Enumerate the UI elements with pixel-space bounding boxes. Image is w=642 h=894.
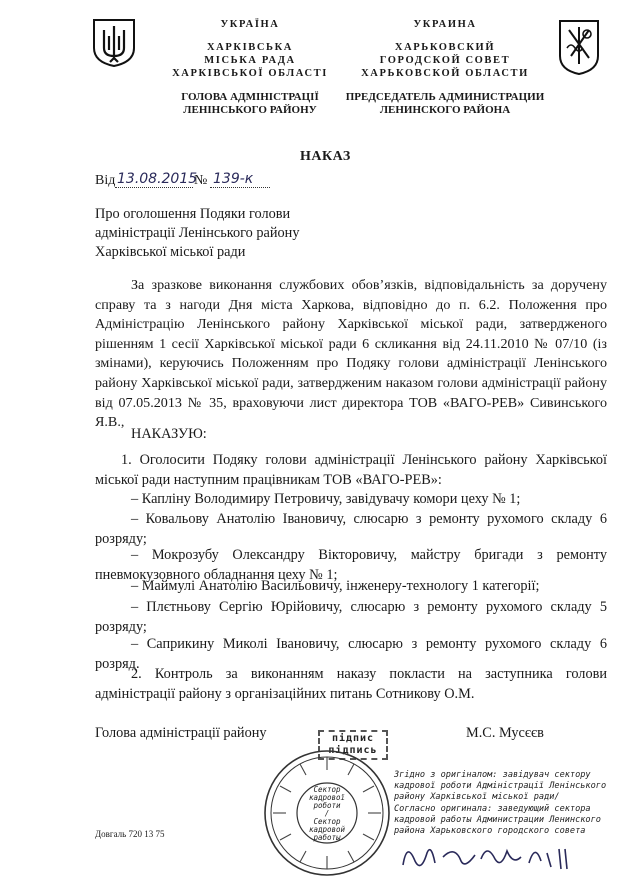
- ua-council-line2: МІСЬКА РАДА: [204, 55, 296, 66]
- footer-reference: Довгаль 720 13 75: [95, 829, 165, 839]
- number-prefix: №: [194, 173, 208, 188]
- ukraine-trident-emblem: [90, 18, 138, 68]
- recipient-item: – Плєтньову Сергію Юрійовичу, слюсарю з ремонту рухомого складу 5 розряду;: [95, 599, 607, 635]
- subject-line-2: адміністрації Ленінського району: [95, 225, 300, 241]
- recipient-item: – Капліну Володимиру Петровичу, завідувачу комори цеху № 1;: [131, 491, 521, 507]
- preamble: За зразкове виконання службових обов’язків, відповідальність за доручену справу та з нагоди Дня міста Харкова, відповідно до п. 6.2. Положення про Адміністрацію Ленінського району Харківської міської ради, затвердженого рішенням 1 сесії Харківської міської ради 6 скликання від 24.11.2010 № 07/10 (із змінами), керуючись Положенням про Подяку голови адміністрації Ленінського району Харківської міської ради, затвердженим наказом голови адміністрації району від 07.05.2013 № 35, враховуючи лист директора ТОВ «ВАГО-РЕВ» Сивинського Я.В.,: [95, 277, 607, 431]
- ru-council-line2: ГОРОДСКОЙ СОВЕТ: [379, 55, 511, 66]
- date-prefix: Від: [95, 173, 116, 188]
- ru-country: УКРАИНА: [413, 19, 477, 30]
- ru-admin-line2: ЛЕНИНСКОГО РАЙОНА: [379, 104, 511, 116]
- seal-center-line: /: [324, 809, 330, 818]
- ua-admin-line1: ГОЛОВА АДМІНІСТРАЦІЇ: [181, 91, 319, 103]
- number-value: 139-к: [213, 171, 254, 187]
- copy-certification-note: [394, 770, 624, 837]
- signature-title: Голова адміністрації району: [95, 725, 267, 741]
- ua-council-line3: ХАРКІВСЬКОЇ ОБЛАСТІ: [172, 68, 328, 79]
- handwritten-signature: [395, 835, 595, 877]
- stamp-box-line2: підпись: [328, 745, 378, 756]
- recipient-item: – Ковальову Анатолію Івановичу, слюсарю з ремонту рухомого складу 6 розряду;: [95, 511, 607, 547]
- seal-center-line: кадровой: [308, 825, 346, 834]
- seal-center-line: роботи: [313, 801, 341, 810]
- seal-center-text: [302, 786, 352, 842]
- ua-country: УКРАЇНА: [220, 19, 280, 30]
- ua-council-line1: ХАРКІВСЬКА: [206, 42, 293, 53]
- copy-note-line: району Харківської міської ради/: [394, 792, 560, 803]
- subject-line-3: Харківської міської ради: [95, 244, 246, 260]
- seal-center-line: Сектор: [313, 817, 341, 826]
- seal-center-line: Сектор: [313, 785, 341, 794]
- stamp-box-line1: підпис: [331, 733, 375, 744]
- signature-name: М.С. Мусєєв: [466, 725, 544, 741]
- date-underline: [115, 187, 193, 188]
- date-line: [95, 172, 295, 194]
- number-underline: [210, 187, 270, 188]
- copy-note-line: кадрової роботи Адміністрації Ленінського: [394, 781, 607, 792]
- copy-note-line: Согласно оригинала: заведующий сектора: [394, 803, 591, 814]
- seal-center-line: работы: [313, 833, 341, 842]
- ru-council-line1: ХАРЬКОВСКИЙ: [394, 42, 496, 53]
- hr-department-seal: [262, 748, 392, 878]
- seal-center-line: кадрової: [308, 793, 346, 802]
- item1-intro: 1. Оголосити Подяку голови адміністрації Ленінського району Харківської міської ради наступним працівникам ТОВ «ВАГО-РЕВ»:: [95, 452, 607, 488]
- ru-council-line3: ХАРЬКОВСКОЙ ОБЛАСТИ: [361, 68, 529, 79]
- ru-admin-line1: ПРЕДСЕДАТЕЛЬ АДМИНИСТРАЦИИ: [345, 91, 545, 103]
- recipient-item: – Маймулі Анатолію Васильовичу, інженеру-технологу 1 категорії;: [131, 578, 540, 594]
- document-type: НАКАЗ: [300, 149, 351, 164]
- subject-line-1: Про оголошення Подяки голови: [95, 206, 291, 222]
- recipient-item: – Мокрозубу Олександру Вікторовичу, майстру бригади з ремонту пневмокузовного обладнання цеху № 1;: [95, 547, 607, 583]
- copy-note-line: Згідно з оригіналом: завідувач сектору: [394, 770, 591, 780]
- copy-note-line: кадровой работы Администрации Ленинского: [394, 814, 601, 825]
- item2: 2. Контроль за виконанням наказу покласти на заступника голови адміністрації району з організаційних питань Сотникову О.М.: [95, 666, 607, 702]
- copy-note-line: района Харьковского городского совета: [394, 826, 586, 837]
- order-word: НАКАЗУЮ:: [131, 426, 207, 442]
- ua-admin-line2: ЛЕНІНСЬКОГО РАЙОНУ: [183, 104, 317, 116]
- date-value: 13.08.2015: [117, 171, 198, 187]
- recipient-item: – Саприкину Миколі Івановичу, слюсарю з ремонту рухомого складу 6 розряд.: [95, 636, 607, 672]
- kharkiv-coat-of-arms: [557, 18, 601, 76]
